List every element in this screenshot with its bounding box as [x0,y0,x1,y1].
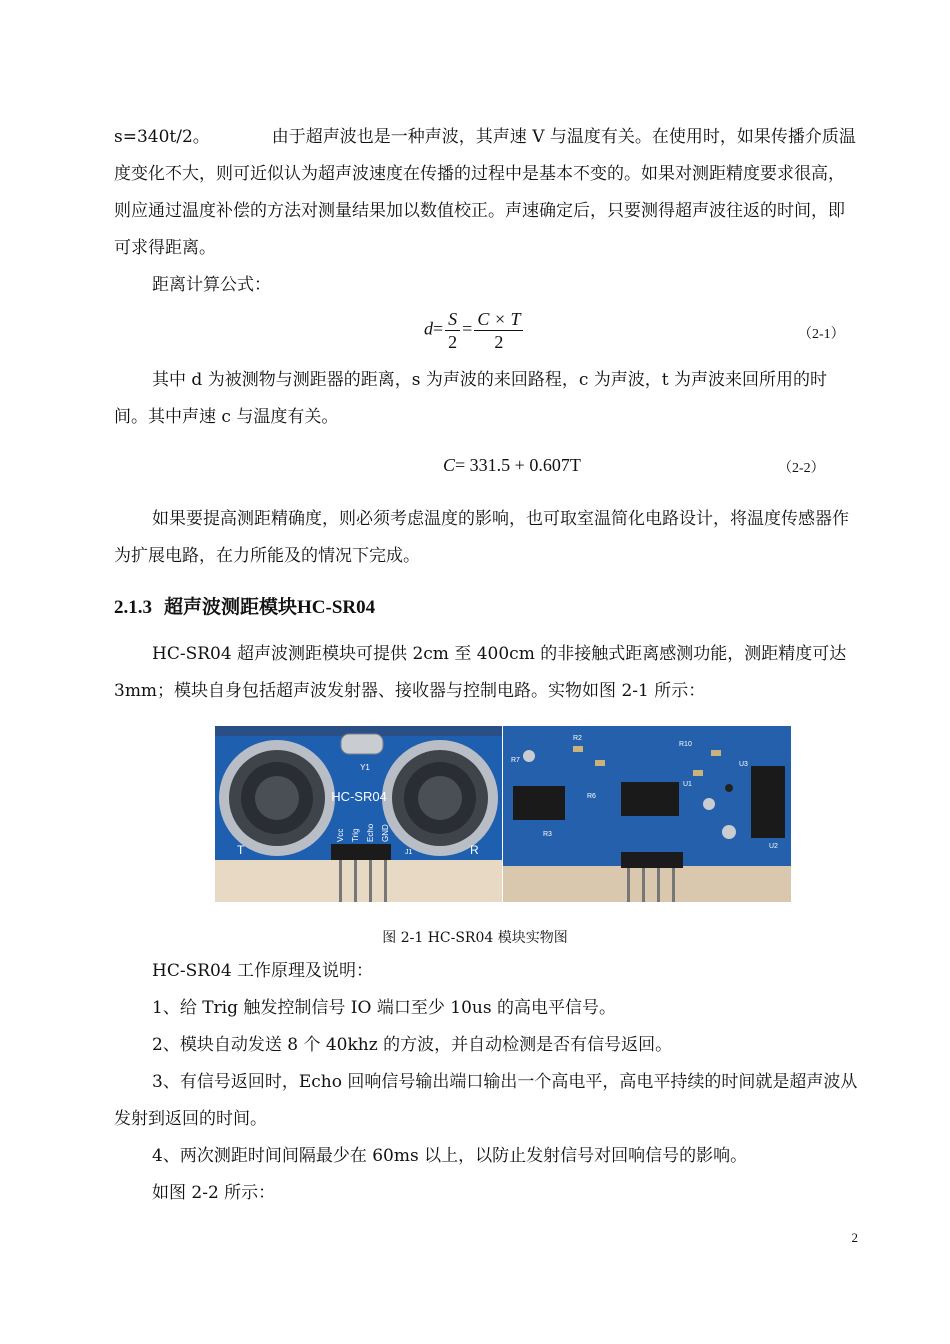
formula-label: 距离计算公式： [152,275,271,295]
pin-label-trig: Trig [351,828,360,842]
t-label: T [237,843,245,857]
equation-2-2 [443,455,581,476]
inline-formula: s=340t/2。 [114,127,210,147]
back-label-u2: U2 [769,843,778,850]
module-description: HC-SR04 超声波测距模块可提供 2cm 至 400cm 的非接触式距离感测功能，测距精度可达 3mm；模块自身包括超声波发射器、接收器与控制电路。实物如图 2-1 所示： [114,644,847,701]
pin-label-gnd: GND [381,824,390,842]
eq1-fraction-ct [474,308,523,353]
eq1-equals: = [433,318,444,339]
back-label-r7: R7 [511,757,520,764]
equation-2-1 [424,308,525,353]
back-label-u1: U1 [683,781,692,788]
section-heading [114,592,375,619]
module-front-photo [215,726,502,902]
principle-title: HC-SR04 工作原理及说明： [152,961,374,981]
figure-caption: 图 2-1 HC-SR04 模块实物图 [382,930,568,946]
section-number: 2.1.3 [114,597,152,618]
r-label: R [470,843,479,857]
eq1-equals-2: = [462,318,473,339]
eq1-fraction-s [445,308,460,353]
section-title-en: HC-SR04 [297,597,376,618]
equation-2-number: （2-2） [778,461,825,476]
intro-paragraph [114,119,860,267]
eq2-rhs: = 331.5 + 0.607T [455,455,581,475]
pin-label-vcc: Vcc [336,828,345,842]
step-1: 1、给 Trig 触发控制信号 IO 端口至少 10us 的高电平信号。 [152,998,616,1018]
front-model-label: HC-SR04 [331,789,387,804]
y1-label: Y1 [360,763,370,772]
eq1-frac1-denominator: 2 [448,332,458,352]
eq1-frac2-denominator: 2 [494,332,504,352]
j1-label: J1 [405,849,413,856]
explanation-paragraph-1: 其中 d 为被测物与测距器的距离，s 为声波的来回路程，c 为声波，t 为声波来回所用的时间。其中声速 c 与温度有关。 [114,370,827,427]
eq1-frac2-numerator: C × T [474,308,523,331]
eq2-lhs: C [443,455,456,475]
figure-reference: 如图 2-2 所示： [152,1183,276,1203]
module-back-photo [503,726,791,902]
back-label-u3: U3 [739,761,748,768]
explanation-paragraph-2: 如果要提高测距精确度，则必须考虑温度的影响，也可取室温简化电路设计，将温度传感器作为扩展电路，在力所能及的情况下完成。 [114,509,849,566]
back-label-r3: R3 [543,831,552,838]
step-4: 4、两次测距时间间隔最少在 60ms 以上，以防止发射信号对回响信号的影响。 [152,1146,748,1166]
eq1-frac1-numerator: S [445,308,460,331]
back-label-r6: R6 [587,793,596,800]
intro-text: 由于超声波也是一种声波，其声速 V 与温度有关。在使用时，如果传播介质温度变化不大，则可近似认为超声波速度在传播的过程中是基本不变的。如果对测距精度要求很高，则应通过温度补偿的方法对测量结果加以数值校正。声速确定后，只要测得超声波往返的时间，即可求得距离。 [114,127,856,258]
equation-1-number: （2-1） [798,327,845,342]
pin-label-echo: Echo [366,823,375,842]
back-label-r2: R2 [573,735,582,742]
eq1-lhs: d [424,318,433,339]
section-title-cn: 超声波测距模块 [164,597,298,618]
step-2: 2、模块自动发送 8 个 40khz 的方波，并自动检测是否有信号返回。 [152,1035,673,1055]
back-label-r10: R10 [679,741,692,748]
page-number: 2 [851,1230,858,1245]
step-3: 3、有信号返回时，Echo 回响信号输出端口输出一个高电平，高电平持续的时间就是超声波从发射到返回的时间。 [114,1072,858,1129]
